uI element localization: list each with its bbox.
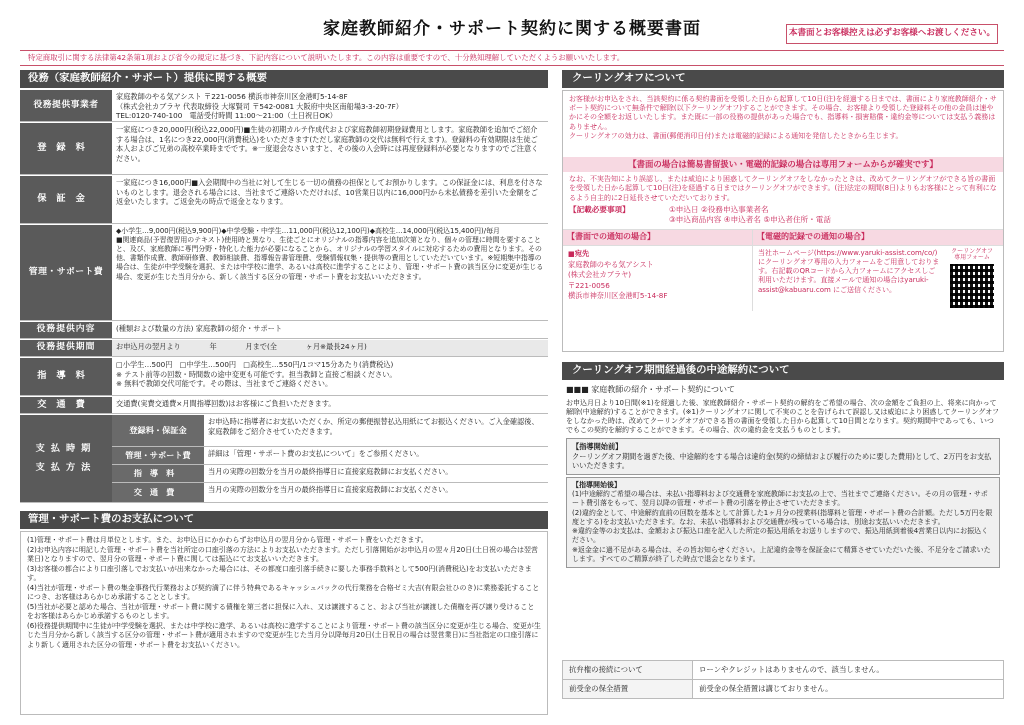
address-zip: 〒221-0056 [568, 281, 610, 291]
section-title: 役務（家庭教師紹介・サポート）提供に関する概要 [28, 72, 267, 85]
section-title: クーリングオフについて [572, 72, 686, 85]
row-value: (種類および数量の方法) 家庭教師の紹介・サポート [116, 324, 283, 333]
payment-block [20, 415, 548, 503]
qr-code-icon[interactable] [950, 264, 994, 308]
row-value: ◆小学生…9,000円(税込9,900円)◆中学受験・中学生…11,000円(税込12,100円)◆高校生…14,000円(税込15,400円)/毎月 ■関連商品(予習復習用のテキスト)使用時と異なり、生徒ごとにオリジナルの指導内容を追加次第となり、個々の管理に時間を要することと、及び、家庭教師に専門分野・特化した能力が必要になることから、オリジナルの学習スタイルに対応するための費用となります。その他、書類作成費、教師研修費、教師相談費、指導報告書管理費、受験情報収集・提供等の費用としていただいています。※短期集中指導の場合は、生徒が中学受験を選択、または中学校に進学、あるいは高校に進学することにより、管理・サポート費の該当区分に変更が生じる場合、変更が生じた当月分から、新しく該当する区分の管理・サポート費をお支払いいただきます。 [116, 227, 544, 281]
cancellation-box [562, 382, 1004, 656]
after-start-item: ※違約金等のお支払は、金額および振込口座を記入した所定の振込用紙をお送りしますので、振込用紙到着後4営業日以内にお振込ください。 [572, 527, 989, 545]
cooling-off-note: なお、不実告知により誤認し、または威迫により困惑してクーリングオフをしなかったときは、改めてクーリングオフができる旨の書面を受領した日から起算して10日(注)を経過する日まではクーリングオフができます。(注)法定の期間(8日)よりもお客様にとって有利になるよう自主的に2日延長させていただいております。 [569, 175, 997, 202]
address-label: ■宛先 [568, 248, 590, 258]
list-item: (1)管理・サポート費は月単位とします。また、お申込日にかかわらずお申込月の翌月分から管理・サポート費をいただきます。 [27, 536, 428, 544]
row-deposit [20, 176, 548, 224]
pay-row-label: 指導料 [112, 465, 204, 482]
row-service-content [20, 322, 548, 339]
required-items-text [669, 205, 831, 225]
notice-methods [563, 229, 1003, 311]
section-title: クーリングオフ期間経過後の中途解約について [572, 364, 790, 377]
digital-notice-head: 【電磁的記録での通知の場合】 [753, 230, 1003, 246]
table-cell-value: ローンやクレジットはありませんので、該当しません。 [693, 661, 1004, 680]
cooling-off-box [562, 90, 1004, 352]
row-label: 保証金 [20, 176, 112, 223]
payment-label: 支払時期 支払方法 [20, 415, 112, 502]
pay-row-label: 管理・サポート費 [112, 447, 204, 464]
required-items [563, 204, 1003, 226]
pay-row-label: 交通費 [112, 483, 204, 502]
row-tuition [20, 358, 548, 396]
notice-stamp: 本書面とお客様控えは必ずお客様へお渡しください。 [786, 24, 998, 44]
table-cell-label: 抗弁権の接続について [563, 661, 693, 680]
cancellation-text: お申込月日より10日間(※1)を経過した後、家庭教師紹介・サポート契約の解約をご希望の場合、次の金額をご負担の上、将来に向かって解除(中途解約)することができます。(※1)クーリングオフに関して不実のことを告げられて誤認し又は威迫により困惑してクーリングオフをしなかった時は、改めてクーリングオフができる旨の書面を受領した日から起算して10日間となります。契約期間中であっても、いつでもこの契約を解約することができます。その場合、次の違約金を支払うものとします。 [566, 398, 999, 435]
list-item: (4)当社が管理・サポート費の集金事務代行業務および契約満了に伴う特典であるキャッシュバックの代行業務を合格ゼミ大吉(有限会社ひのき)に業務委託することにつき、お客様はあらかじめ承諾することとします。 [27, 583, 540, 602]
section-header-cancellation [562, 362, 1004, 380]
row-value: 一家庭につき20,000円(税込22,000円)■生徒の初期カルテ作成代および家庭教師初期登録費用とします。家庭教師を追加でご紹介する場合は、1名につき22,000円(消費税込)をいただきます(ただし家庭教師の交代は無料で行えます)。登録料の有効期限は生徒ご本人およびご兄弟の高校卒業時までです。※一度退会なさいますと、その後の入会時には再度登録料が必要となりますのでご注意ください。 [116, 125, 539, 163]
row-label: 交通費 [20, 397, 112, 413]
row-provider [20, 90, 548, 122]
digital-notice [753, 230, 1003, 311]
after-start-item: ※返金金に過不足がある場合は、その旨お知らせください。上記違約金等を保証金にて精算させていただいた後、不足分をご請求いたします。すべてのご精算が終了した時点で退会となります。 [572, 545, 991, 563]
paper-notice-head: 【書面での通知の場合】 [563, 230, 752, 246]
pay-row-label: 登録料・保証金 [112, 415, 204, 446]
after-start-label: 【指導開始後】 [572, 480, 621, 489]
address-name: 家庭教師のやる気アシスト (株式会社カブラヤ) [568, 260, 654, 279]
qr-block [946, 249, 998, 308]
row-registration [20, 123, 548, 175]
table-row [563, 661, 1004, 680]
before-start-box [566, 438, 1000, 475]
row-service-period [20, 340, 548, 357]
row-label: 指導料 [20, 358, 112, 395]
section-header-service [20, 70, 548, 88]
required-line: ③申込商品内容 ④申込者名 ⑤申込者住所・電話 [669, 215, 831, 225]
cancellation-subtitle: ■■■ 家庭教師の紹介・サポート契約について [566, 385, 736, 394]
list-item: (5)当社が必要と認めた場合、当社が管理・サポート費に関する債権を第三者に担保に入れ、又は譲渡すること、および当社が譲渡した債権を再び譲り受けることをお客様はあらかじめ承諾するものとします。 [27, 602, 535, 621]
cooling-off-text: お客様がお申込をされ、当該契約に係る契約書面を受領した日から起算して10日(注)を経過する日までは、書面により家庭教師紹介・サポート契約について無条件で解除(以下クーリングオフ)することができます。その場合、お客様より受領した登録料その他の金員は速やかにその全額をお返しいたします。また既に一部の役務の提供があった場合でも、指導料・損害賠償・違約金等については支払う義務はありません。 クーリングオフの効力は、書面(郵便消印日付)または電磁的記録による通知を発信したときから生じます。 [569, 95, 997, 140]
after-start-box [566, 477, 1000, 568]
pay-row [112, 465, 548, 483]
qr-label: クーリングオフ 専用フォーム [951, 247, 993, 262]
section-header-payment [20, 511, 548, 529]
after-start-item: (1)中途解約ご希望の場合は、未払い指導料および交通費を家庭教師にお支払の上で、当社までご連絡ください。その月の管理・サポート費引落をもって、翌月以降の管理・サポート費の引落を停止させていただきます。 [572, 490, 988, 508]
row-value: 家庭教師のやる気アシスト 〒221-0056 横浜市神奈川区金港町5-14-8F （株式会社カブラヤ 代表取締役 大塚賢司 〒542-0081 大阪府中央区南船場3-3-20-7F） TEL:0120-740-100 電話受付時間 11:00〜21:00（土日祝日OK） [116, 92, 403, 120]
row-label: 役務提供事業者 [20, 90, 112, 121]
payment-items [20, 531, 548, 715]
row-label: 役務提供内容 [20, 322, 112, 338]
pay-row-value: 当月の実際の回数分を当月の最終指導日に直接家庭教師にお支払ください。 [208, 467, 453, 476]
list-item: (6)役務提供期間中に生徒が中学受験を選択、または中学校に進学、あるいは高校に進学することにより管理・サポート費の該当区分に変更が生じる場合、変更が生じた当月分から新しく該当する区分の管理・サポート費が適用されますので変更が生じた当月分以降毎月20日(土日祝日の場合は翌営業日)に当社指定の口座引落により新しく適用された区分の管理・サポート費をお支払いください。 [27, 621, 541, 649]
list-item: (3)お客様の都合により口座引落しでお支払いが出来なかった場合には、その都度口座引落手続きに要した事務手数料として500円(消費税込)をお支払いただきます。 [27, 564, 532, 583]
row-label: 役務提供期間 [20, 340, 112, 356]
row-value: □小学生…500円 □中学生…500円 □高校生…550円/1コマ15分あたり(消費税込) ※ テスト前等の回数・時間数の途中変更も可能です。担当教師と直接ご相談ください。 ※ 無料で教師交代可能です。その際は、当社までご連絡ください。 [116, 360, 397, 388]
paper-notice-body [563, 246, 752, 304]
after-start-item: (2)違約金として、中途解約直前の回数を基本として計算した1ヶ月分の授業料(指導料と管理・サポート費の合計額。ただし5万円を限度とする)をお支払いただきます。なお、未払い指導料および交通費が残っている場合は、別途お支払いいただきます。 [572, 508, 993, 526]
pay-row [112, 415, 548, 447]
required-line: ①申込日 ②役務申込事業者名 [669, 205, 769, 215]
table-row [563, 679, 1004, 698]
row-value: 交通費(実費交通費×月間指導回数)はお客様にご負担いただきます。 [116, 399, 336, 408]
row-value: お申込月の翌月より 年 月まで(全 ヶ月※最長24ヶ月) [112, 340, 548, 356]
notes-table [562, 660, 1004, 699]
row-value: 一家庭につき16,000円■入会期間中の当社に対して生じる一切の債務の担保としてお預かりします。この保証金には、利息を付さないものとします。退会される場合には、当社までご連絡いただければ、10営業日以内に16,000円から未払債務を差引いた金額をご返金いたします。ご返金先の時点で返金となります。 [116, 178, 543, 206]
cooling-off-banner: 【書面の場合は簡易書留扱い・電磁的記録の場合は専用フォームからが確実です】 [563, 157, 1003, 172]
pay-row [112, 483, 548, 502]
table-cell-value: 前受金の保全措置は講じておりません。 [693, 679, 1004, 698]
before-start-label: 【指導開始前】 [572, 442, 623, 452]
intro-text: 特定商取引に関する法律第42条第1項および省令の規定に基づき、下記内容について説明いたします。この内容は重要ですので、十分熟知理解していただくようお願いいたします。 [20, 50, 1004, 66]
pay-row-value: お申込時に指導者にお支払いただくか、所定の郵便振替払込用紙にてお振込ください。ご入金確認後、家庭教師をご紹介させていただきます。 [208, 417, 539, 436]
pay-row [112, 447, 548, 465]
list-item: (2)お申込内容に明記した管理・サポート費を当社所定の口座引落の方法によりお支払いただきます。ただし引落開始がお申込月の翌々月20日(土日祝の場合は翌営業日)となりますので、翌月分の管理・サポート費に関しては振込にてお支払いいただきます。 [27, 545, 538, 564]
pay-row-value: 詳細は「管理・サポート費のお支払について」をご参照ください。 [208, 449, 424, 458]
row-label: 管理・サポート費 [20, 225, 112, 320]
table-cell-label: 前受金の保全措置 [563, 679, 693, 698]
digital-notice-text: 当社ホームページ(https://www.yaruki-assist.com/co/)にクーリングオフ専用の入力フォームをご用意しております。右記載のQRコードから入力フォームにアクセスしご利用いただけます。直接メールで通知の場合はyaruki-assist@kabuaru.com にご送信ください。 [758, 248, 940, 294]
section-header-cooling-off [562, 70, 1004, 88]
section-title: 管理・サポート費のお支払について [28, 513, 195, 526]
address-line: 横浜市神奈川区金港町5-14-8F [568, 290, 668, 300]
row-label: 登録料 [20, 123, 112, 174]
required-label: 【記載必要事項】 [569, 205, 630, 215]
row-support-fee [20, 225, 548, 321]
before-start-text: クーリングオフ期間を過ぎた後、中途解約をする場合は違約金(契約の締結および履行のために要した費用)として、2万円をお支払いいただきます。 [572, 451, 992, 471]
page-title: 家庭教師紹介・サポート契約に関する概要書面 [323, 19, 701, 39]
row-transport [20, 397, 548, 414]
pay-row-value: 当月の実際の回数分を当月の最終指導日に直接家庭教師にお支払ください。 [208, 485, 453, 494]
paper-notice [563, 230, 753, 311]
